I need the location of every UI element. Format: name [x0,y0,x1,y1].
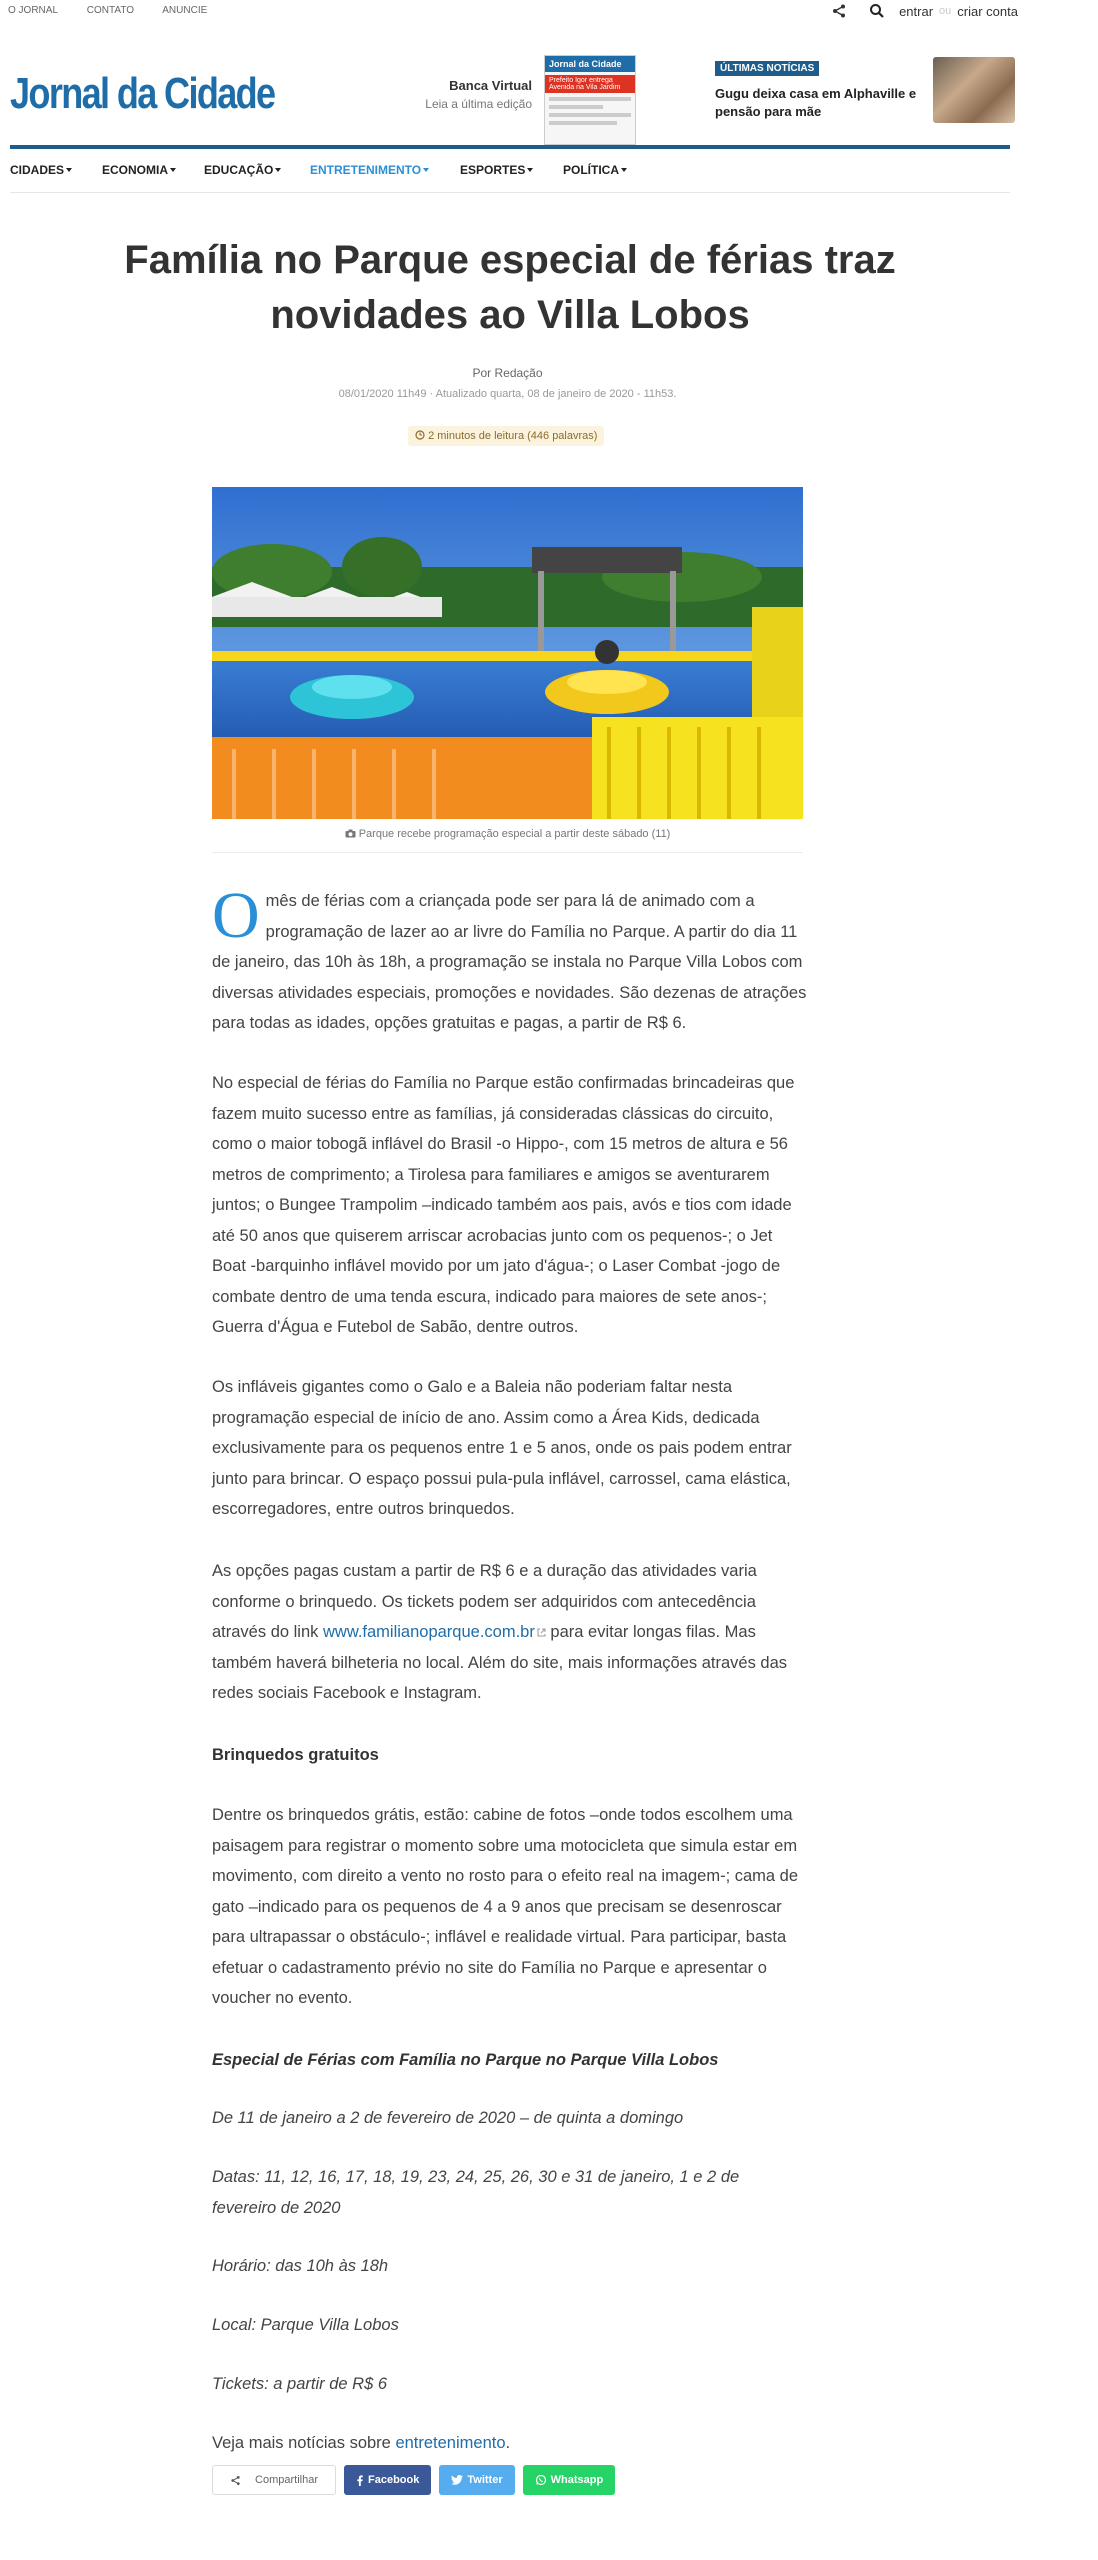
banca-title: Banca Virtual [449,78,532,93]
share-icon[interactable] [831,3,847,19]
link-anuncie[interactable]: ANUNCIE [162,5,208,16]
nav-label: EDUCAÇÃO [204,163,274,177]
more-news-line [212,2428,807,2459]
info-tickets: Tickets: a partir de R$ 6 [212,2375,388,2393]
search-icon[interactable] [869,3,885,19]
facebook-label: Facebook [368,2474,420,2486]
nav-label: ESPORTES [460,163,526,177]
park-photo-illustration [212,487,803,819]
header-divider [10,145,1010,149]
caret-down-icon [170,168,176,172]
link-contato[interactable]: CONTATO [86,5,135,16]
thumb-line [549,105,603,109]
nav-item-educacao[interactable] [204,163,281,177]
article-author[interactable]: Por Redação [472,366,543,380]
info-period: De 11 de janeiro a 2 de fevereiro de 2020 – de quinta a domingo [212,2109,684,2127]
reading-time-badge [408,426,604,446]
link-o-jornal[interactable]: O JORNAL [8,5,59,16]
share-label: Compartilhar [255,2474,318,2486]
top-links [8,5,233,16]
latest-news-image[interactable] [933,57,1015,123]
camera-icon [345,829,356,838]
paragraph-text: As opções pagas custam a partir de R$ 6 e a duração das atividades varia conforme o brinquedo. Os tickets podem ser adquiridos com antecedência através do link [212,1562,757,1641]
whatsapp-icon [535,2474,547,2486]
thumb-headline: Prefeito Igor entrega Avenida na Vila Jardim [545,75,635,93]
thumb-line [549,97,631,101]
more-news-link[interactable]: entretenimento [395,2434,506,2452]
site-header [10,52,1020,147]
more-news-prefix: Veja mais notícias sobre [212,2434,396,2452]
nav-item-cidades[interactable] [10,163,72,177]
facebook-icon [356,2475,364,2486]
nav-label: POLÍTICA [563,163,619,177]
twitter-icon [451,2475,463,2485]
share-icon [230,2475,241,2486]
caret-down-icon [423,168,429,172]
article-paragraph-5: Dentre os brinquedos grátis, estão: cabine de fotos –onde todos escolhem uma paisagem para registrar o momento sobre uma motocicleta que simula estar em movimento, com direito a vento no rosto para o efeito real na imagem-; cama de gato –indicado para os pequenos de 4 a 9 anos que precisam se desenroscar para ultrapassar o obstáculo-; inflável e realidade virtual. Para participar, basta efetuar o cadastramento prévio no site do Família no Parque e apresentar o voucher no evento. [212,1806,799,2007]
nav-item-politica[interactable] [563,163,627,177]
caret-down-icon [527,168,533,172]
facebook-share-button[interactable] [344,2465,431,2495]
twitter-label: Twitter [467,2474,503,2486]
thumb-line [549,113,631,117]
photo-caption [212,828,803,840]
article-dates: 08/01/2020 11h49 · Atualizado quarta, 08 de janeiro de 2020 - 11h53. [338,388,677,400]
caret-down-icon [66,168,72,172]
subhead-brinquedos: Brinquedos gratuitos [212,1746,379,1764]
whatsapp-share-button[interactable] [523,2465,616,2495]
more-news-suffix: . [505,2434,511,2452]
or-separator: ou [939,5,952,17]
info-hours: Horário: das 10h às 18h [212,2257,389,2275]
nav-item-economia[interactable] [102,163,176,177]
main-nav [10,157,1010,193]
top-bar [0,0,1020,24]
caption-text: Parque recebe programação especial a partir deste sábado (11) [358,828,671,840]
article-title: Família no Parque especial de férias traz novidades ao Villa Lobos [124,238,896,337]
latest-news-badge: ÚLTIMAS NOTÍCIAS [715,61,819,76]
share-button[interactable] [212,2465,336,2495]
banca-thumbnail[interactable] [544,55,636,145]
latest-news-headline[interactable]: Gugu deixa casa em Alphaville e pensão para mãe [715,86,917,119]
thumb-line [549,121,617,125]
nav-label: CIDADES [10,163,65,177]
external-link-icon [537,1628,546,1637]
share-bar [212,2465,623,2497]
nav-label: ENTRETENIMENTO [310,163,422,177]
thumb-masthead: Jornal da Cidade [545,56,635,72]
nav-label: ECONOMIA [102,163,168,177]
top-right-actions [831,3,1018,19]
login-link[interactable]: entrar [899,3,934,19]
article-paragraph-1 [212,879,807,1039]
article-paragraph-3: Os infláveis gigantes como o Galo e a Baleia não poderiam faltar nesta programação especial de início de ano. Assim como a Área Kids, dedicada exclusivamente para os pequenos entre 1 e 5 anos, onde os pais podem entrar junto para brincar. O espaço possui pula-pula inflável, carrossel, cama elástica, escorregadores, entre outros brinquedos. [212,1378,792,1518]
clock-icon [415,430,425,440]
article-paragraph-4 [212,1556,807,1709]
reading-time-text: 2 minutos de leitura (446 palavras) [428,430,598,442]
familianoparque-link[interactable]: www.familianoparque.com.br [322,1623,535,1641]
article-photo[interactable] [212,487,803,819]
signup-link[interactable]: criar conta [957,3,1018,19]
info-title: Especial de Férias com Família no Parque no Parque Villa Lobos [212,2051,719,2069]
twitter-share-button[interactable] [439,2465,514,2495]
info-place: Local: Parque Villa Lobos [212,2316,399,2334]
caret-down-icon [621,168,627,172]
nav-item-esportes[interactable] [460,163,533,177]
paragraph-text: para evitar longas filas. Mas também haverá bilheteria no local. Além do site, mais informações através das redes sociais Facebook e Instagram. [212,1623,788,1702]
site-logo[interactable]: Jornal da Cidade [10,69,275,118]
caption-divider [212,852,803,853]
banca-virtual[interactable] [350,78,532,111]
latest-news [715,58,935,121]
info-dates: Datas: 11, 12, 16, 17, 18, 19, 23, 24, 25, 26, 30 e 31 de janeiro, 1 e 2 de fevereiro de 2020 [212,2168,740,2217]
caret-down-icon [275,168,281,172]
whatsapp-label: Whatsapp [550,2474,604,2486]
paragraph-text: mês de férias com a criançada pode ser para lá de animado com a programação de lazer ao ar livre do Família no Parque. A partir do dia 11 de janeiro, das 10h às 18h, a programação se instala no Parque Villa Lobos com diversas atividades especiais, promoções e novidades. São dezenas de atrações para todas as idades, opções gratuitas e pagas, a partir de R$ 6. [212,892,807,1032]
drop-cap: O [212,879,260,952]
banca-subtitle: Leia a última edição [425,97,532,111]
article-paragraph-2: No especial de férias do Família no Parque estão confirmadas brincadeiras que fazem muito sucesso entre as famílias, já consideradas clássicas do circuito, como o maior tobogã inflável do Brasil -o Hippo-, com 15 metros de altura e 56 metros de comprimento; a Tirolesa para familiares e amigos se aventurarem juntos; o Bungee Trampolim –indicado também aos pais, avós e tios com idade até 50 anos que quiserem arriscar acrobacias junto com os pequenos-; o Jet Boat -barquinho inflável movido por um jato d'água-; o Laser Combat -jogo de combate dentro de uma tenda escura, indicado para maiores de sete anos-; Guerra d'Água e Futebol de Sabão, dentre outros. [212,1074,795,1336]
nav-item-entretenimento[interactable] [310,163,429,177]
